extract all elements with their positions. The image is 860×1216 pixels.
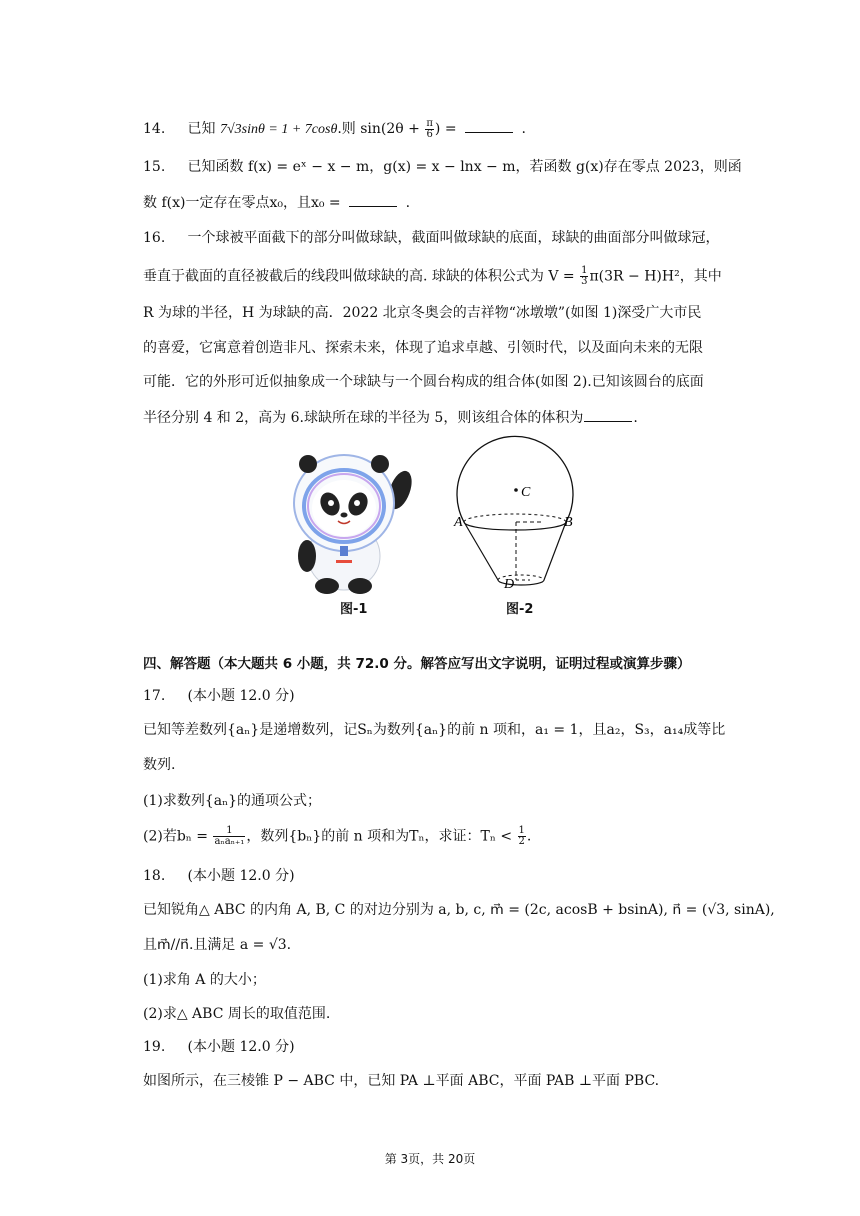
q14-equation: 7√3sinθ = 1 + 7cosθ: [219, 122, 338, 137]
q14-end: .: [521, 121, 526, 137]
q16-l4: 的喜爱，它寓意着创造非凡、探索未来，体现了追求卓越、引领时代，以及面向未来的无限: [143, 340, 703, 356]
q16-l3: R 为球的半径，H 为球缺的高．2022 北京冬奥会的吉祥物“冰墩墩”(如图 1)深受广大市民: [143, 305, 702, 321]
q17-fraction: $\frac{1}{\text{aₙaₙ₊₁}}$: [214, 825, 245, 847]
question-score: (本小题 12.0 分): [187, 868, 295, 884]
label-d: D: [504, 577, 515, 592]
q18-l2: 且m⃗//n⃗.且满足 a = √3.: [143, 937, 292, 953]
q16-line3: [143, 303, 701, 323]
q17-fraction-2: $\frac{1}{2}$: [518, 825, 525, 847]
label-a: A: [454, 515, 463, 530]
question-number: 14.: [143, 121, 166, 137]
geometry-figure: [452, 428, 592, 598]
q17-l1: 已知等差数列{aₙ}是递增数列，记Sₙ为数列{aₙ}的前 n 项和，a₁ = 1，且a₂，S₃，a₁₄成等比: [143, 722, 726, 738]
q17-l4-mid: ，数列{bₙ}的前 n 项和为Tₙ，求证：Tₙ <: [246, 828, 513, 845]
q19-l1: 如图所示，在三棱锥 P − ABC 中，已知 PA ⊥平面 ABC，平面 PAB ⊥平面 PBC.: [143, 1073, 660, 1089]
label-b: B: [564, 515, 573, 530]
q18-l3: (1)求角 A 的大小；: [143, 972, 266, 988]
q17-l4-pre: (2)若bₙ =: [143, 828, 209, 845]
question-number: 17.: [143, 688, 166, 704]
page-footer: 第 3页，共 20页: [384, 1152, 476, 1166]
q17-line3: [143, 791, 321, 811]
q15-line1: 已知函数 f(x) = eˣ − x − m，g(x) = x − lnx − m，若函数 g(x)存在零点 2023，则函: [187, 159, 742, 175]
q16-l6-pre: 半径分别 4 和 2，高为 6.球缺所在球的半径为 5，则该组合体的体积为: [143, 410, 584, 426]
question-18: [143, 866, 295, 886]
question-15-cont: [143, 192, 410, 213]
q14-mid: .则 sin(2θ +: [337, 121, 420, 137]
q16-line5: [143, 372, 704, 392]
question-15: [143, 157, 742, 177]
q16-l5: 可能．它的外形可近似抽象成一个球缺与一个圆台构成的组合体(如图 2).已知该圆台的底面: [143, 374, 704, 390]
q19-line1: [143, 1071, 659, 1091]
q16-line4: [143, 338, 703, 358]
q16-line1: 一个球被平面截下的部分叫做球缺，截面叫做球缺的底面，球缺的曲面部分叫做球冠，: [187, 230, 720, 246]
q18-line1: [143, 900, 775, 920]
q17-line4: [143, 826, 531, 847]
q18-l4: (2)求△ ABC 周长的取值范围.: [143, 1006, 331, 1022]
question-score: (本小题 12.0 分): [187, 1039, 295, 1055]
q18-line4: [143, 1004, 330, 1024]
question-16: [143, 228, 720, 248]
q17-line2: [143, 755, 175, 775]
q18-line2: [143, 935, 291, 955]
answer-blank: [349, 192, 397, 207]
q14-post: ) =: [434, 121, 457, 137]
q15-line2: 数 f(x)一定存在零点x₀，且x₀ =: [143, 195, 341, 211]
q17-l2: 数列.: [143, 757, 176, 773]
q16-fraction: $\frac{1}{3}$: [581, 265, 588, 287]
question-score: (本小题 12.0 分): [187, 688, 295, 704]
figure-1-caption: 图-1: [340, 602, 368, 617]
q18-line3: [143, 970, 266, 990]
question-14: [143, 118, 526, 140]
q14-fraction: $\frac{\pi}{6}$: [426, 117, 433, 140]
q17-line1: [143, 720, 725, 740]
q17-l4-end: .: [526, 828, 532, 845]
q15-end: .: [405, 195, 411, 211]
figure-2-caption: 图-2: [506, 602, 534, 617]
q18-l1: 已知锐角△ ABC 的内角 A, B, C 的对边分别为 a, b, c, m⃗ = (2c, acosB + bsinA), n⃗ = (√3, sinA),: [143, 902, 775, 918]
question-number: 19.: [143, 1039, 166, 1055]
q16-l6-end: .: [633, 410, 638, 426]
label-c: C: [521, 485, 531, 500]
q16-line2: [143, 266, 722, 287]
q16-l2-pre: 垂直于截面的直径被截后的线段叫做球缺的高. 球缺的体积公式为 V =: [143, 268, 575, 285]
question-17: [143, 686, 295, 706]
question-number: 18.: [143, 868, 166, 884]
q17-l3: (1)求数列{aₙ}的通项公式；: [143, 793, 322, 809]
section-heading: 四、解答题（本大题共 6 小题，共 72.0 分。解答应写出文字说明，证明过程或演算步骤）: [143, 656, 691, 672]
q16-line6: [143, 407, 638, 428]
mascot-figure: [282, 448, 422, 598]
q14-text: 已知: [187, 121, 216, 137]
answer-blank: [584, 407, 632, 422]
answer-blank: [465, 118, 513, 133]
q16-l2-post: π(3R − H)H²，其中: [589, 268, 722, 285]
question-19: [143, 1037, 295, 1057]
question-number: 15.: [143, 159, 166, 175]
question-number: 16.: [143, 230, 166, 246]
